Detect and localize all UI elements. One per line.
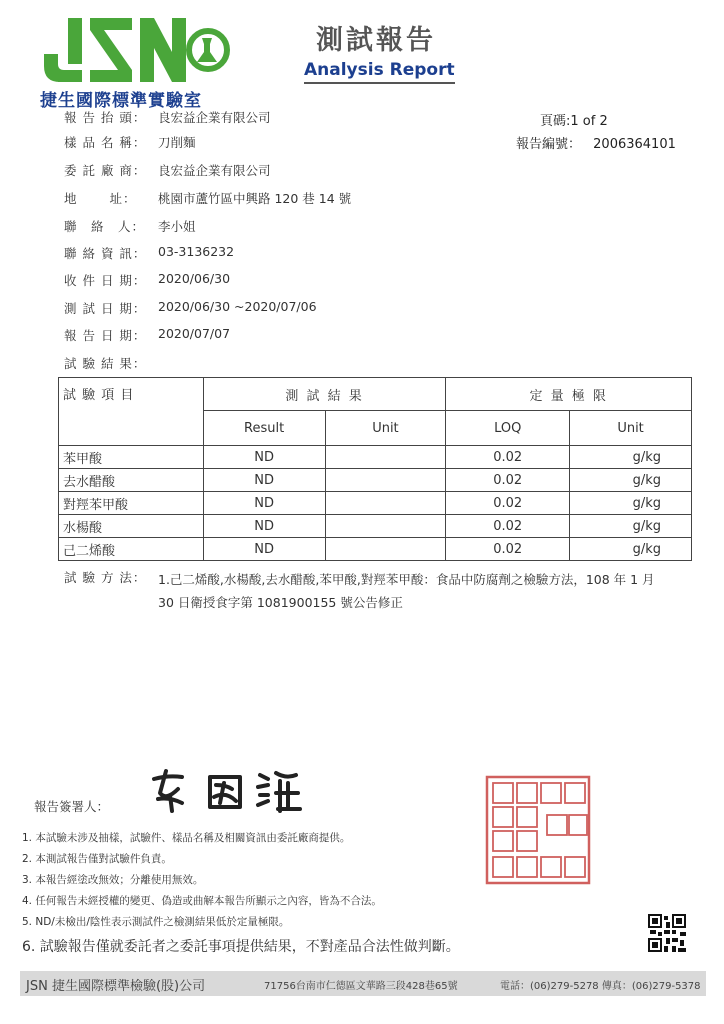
cell-result: ND (203, 469, 325, 492)
cell-unit (325, 515, 446, 538)
cell-unit (325, 538, 446, 561)
field-value-test-date: 2020/06/30 ~2020/07/06 (158, 299, 317, 314)
method-line-2: 30 日衛授食字第 1081900155 號公告修正 (158, 595, 403, 610)
table-row (59, 538, 692, 561)
table-row (59, 469, 692, 492)
cell-item: 對羥苯甲酸 (59, 492, 204, 515)
lab-name: 捷生國際標準實驗室 (40, 91, 202, 111)
cell-unit (325, 492, 446, 515)
footer-phone: 電話：(06)279-5278 傳真：(06)279-5378 (500, 981, 701, 992)
signer-label: 報告簽署人： (34, 799, 110, 814)
field-label-contact: 聯 絡 人： (64, 219, 146, 234)
notes-list (22, 828, 460, 960)
company-seal (485, 775, 591, 885)
note-item: 3. 本報告經塗改無效；分離使用無效。 (22, 874, 204, 886)
table-row (59, 446, 692, 469)
header-test-item: 試 驗 項 目 (59, 378, 204, 446)
field-label-address: 地 址： (64, 191, 137, 206)
field-label-results: 試 驗 結 果： (64, 356, 147, 371)
note-item: 1. 本試驗未涉及抽樣，試驗件、樣品名稱及相關資訊由委託廠商提供。 (22, 832, 351, 844)
field-value-received-date: 2020/06/30 (158, 271, 231, 286)
report-number (516, 133, 676, 152)
field-label-client: 委 託 廠 商： (64, 163, 147, 178)
field-value-address: 桃園市蘆竹區中興路 120 巷 14 號 (158, 191, 352, 206)
field-value-sample: 刀削麵 (158, 135, 196, 150)
field-label-received-date: 收 件 日 期： (64, 273, 147, 288)
cell-result: ND (203, 515, 325, 538)
field-value-contact: 李小姐 (158, 219, 196, 234)
cell-result: ND (203, 538, 325, 561)
cell-loq: 0.02 (446, 515, 570, 538)
cell-item: 苯甲酸 (59, 446, 204, 469)
cell-loq-unit: g/kg (570, 492, 692, 515)
cell-loq-unit: g/kg (570, 538, 692, 561)
field-label-report-date: 報 告 日 期： (64, 328, 147, 343)
field-value-report-date: 2020/07/07 (158, 326, 231, 341)
cell-item: 己二烯酸 (59, 538, 204, 561)
signature (148, 765, 308, 815)
field-label-test-date: 測 試 日 期： (64, 301, 147, 316)
cell-loq-unit: g/kg (570, 469, 692, 492)
footer-address: 71756台南市仁德區文華路三段428巷65號 (264, 981, 458, 992)
field-value-title: 良宏益企業有限公司 (158, 110, 271, 125)
cell-loq: 0.02 (446, 446, 570, 469)
cell-item: 去水醋酸 (59, 469, 204, 492)
method-label: 試 驗 方 法： (64, 570, 147, 585)
cell-loq: 0.02 (446, 492, 570, 515)
report-title-en: Analysis Report (304, 60, 455, 84)
report-number-label: 報告編號： (516, 137, 582, 152)
results-table (58, 377, 692, 561)
method-line-1: 1.己二烯酸,水楊酸,去水醋酸,苯甲酸,對羥苯甲酸：食品中防腐劑之檢驗方法，108 年 1 月 (158, 572, 655, 587)
cell-loq: 0.02 (446, 538, 570, 561)
header-unit: Unit (325, 411, 446, 446)
cell-item: 水楊酸 (59, 515, 204, 538)
note-item: 2. 本測試報告僅對試驗件負責。 (22, 853, 172, 865)
field-value-client: 良宏益企業有限公司 (158, 163, 271, 178)
header-result: Result (203, 411, 325, 446)
cell-loq-unit: g/kg (570, 515, 692, 538)
page-info: 頁碼:1 of 2 (540, 114, 608, 129)
report-number-value: 2006364101 (593, 137, 676, 152)
qr-code (648, 914, 686, 952)
note-item: 4. 任何報告未經授權的變更、偽造或曲解本報告所顯示之內容，皆為不合法。 (22, 895, 382, 907)
cell-unit (325, 469, 446, 492)
cell-unit (325, 446, 446, 469)
note-item: 6. 試驗報告僅就委託者之委託事項提供結果，不對產品合法性做判斷。 (22, 939, 460, 955)
table-row (59, 515, 692, 538)
table-row (59, 492, 692, 515)
jsn-logo (40, 14, 230, 84)
field-label-sample: 樣 品 名 稱： (64, 135, 147, 150)
header-result-group: 測 試 結 果 (203, 378, 446, 411)
footer-bar (20, 971, 706, 996)
method-text (158, 568, 698, 614)
field-label-title: 報 告 抬 頭： (64, 110, 147, 125)
cell-loq-unit: g/kg (570, 446, 692, 469)
header-loq-unit: Unit (570, 411, 692, 446)
report-title: 測試報告 (316, 25, 436, 56)
footer-company: JSN 捷生國際標準檢驗(股)公司 (26, 979, 206, 994)
note-item: 5. ND/未檢出/陰性表示測試件之檢測結果低於定量極限。 (22, 916, 290, 928)
cell-result: ND (203, 446, 325, 469)
cell-result: ND (203, 492, 325, 515)
cell-loq: 0.02 (446, 469, 570, 492)
header-loq: LOQ (446, 411, 570, 446)
field-value-contact-info: 03-3136232 (158, 244, 235, 259)
header-limit-group: 定 量 極 限 (446, 378, 692, 411)
field-label-contact-info: 聯 絡 資 訊： (64, 246, 147, 261)
